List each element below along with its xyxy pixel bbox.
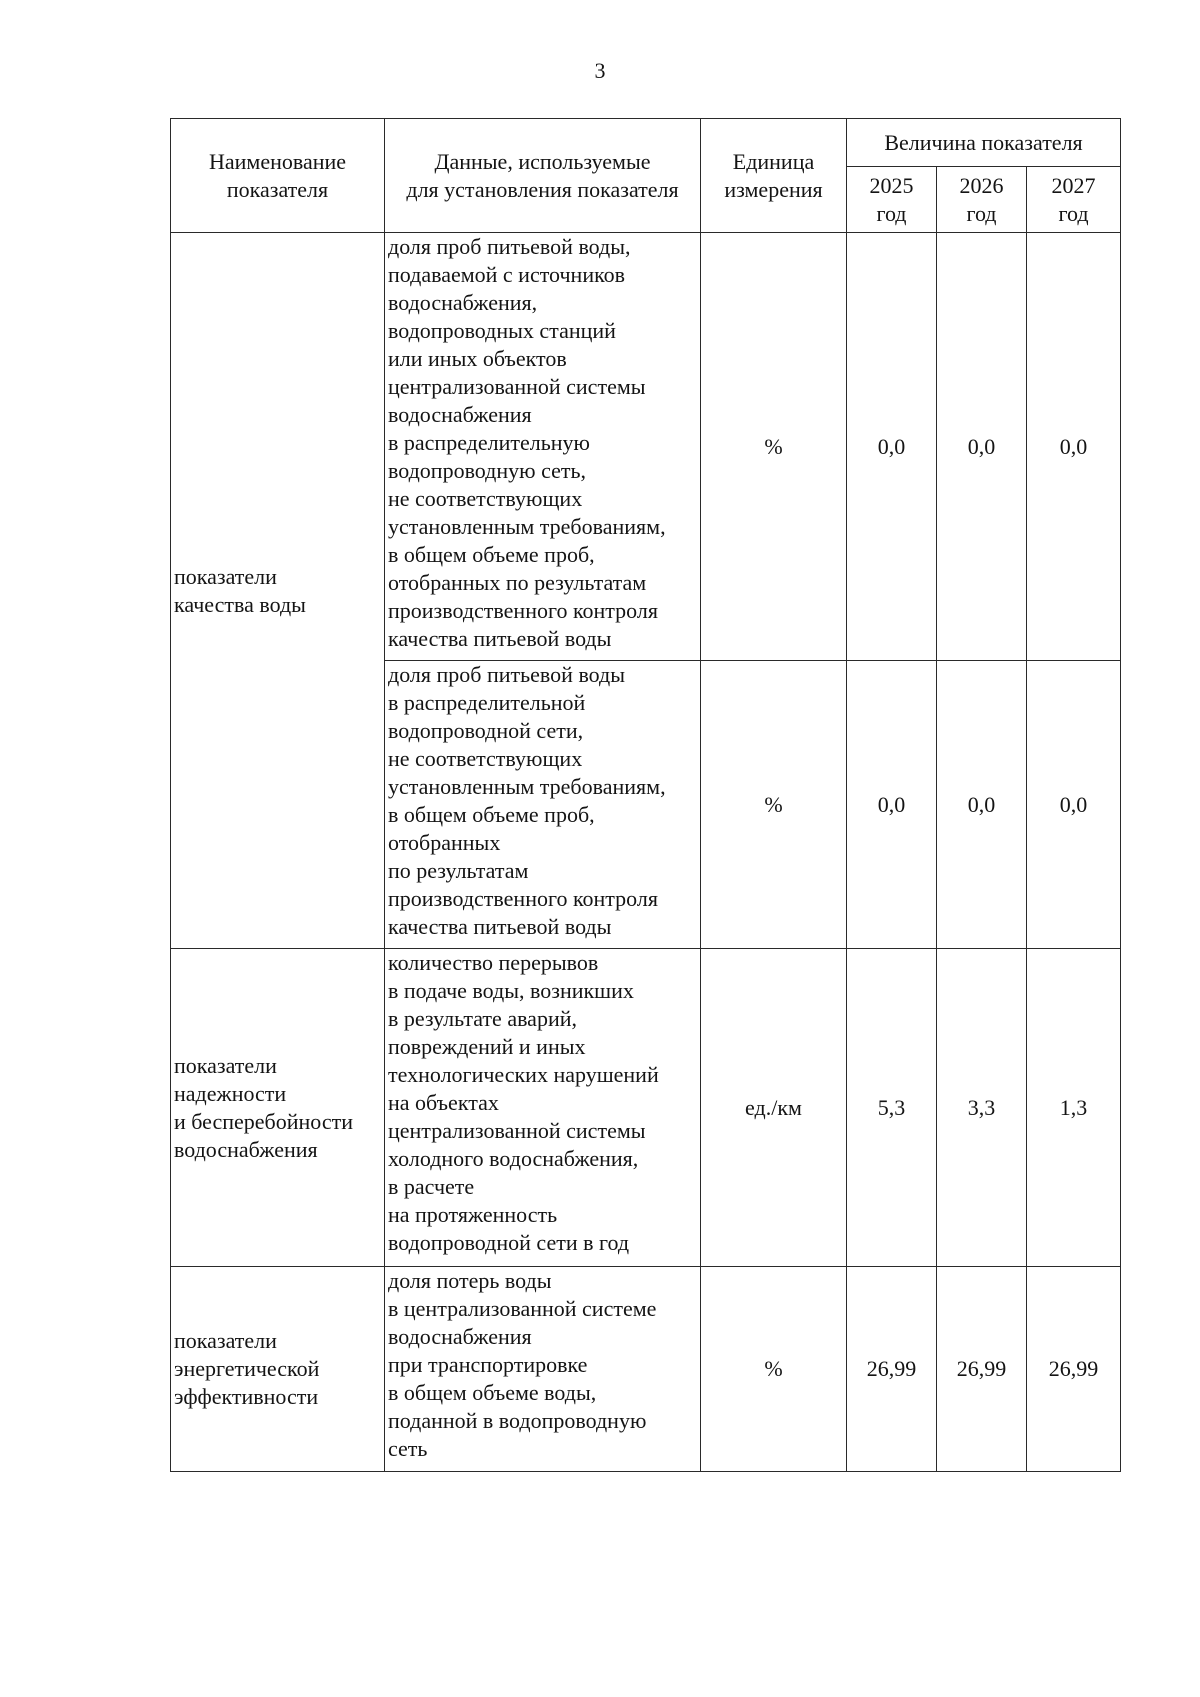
table-row [171,1267,1121,1472]
header-row-1 [171,119,1121,167]
value-2026: 0,0 [937,233,1027,661]
indicator-data-used: доля потерь воды в централизованной системе водоснабжения при транспортировке в общем объеме воды, поданной в водопроводную сеть [385,1267,701,1472]
value-2026: 3,3 [937,949,1027,1267]
value-2026: 0,0 [937,661,1027,949]
indicator-data-used: количество перерывов в подаче воды, возникших в результате аварий, повреждений и иных технологических нарушений на объектах централизованной системы холодного водоснабжения, в расчете на протяженность водопроводной сети в год [385,949,701,1267]
value-2027: 26,99 [1027,1267,1121,1472]
table-row [171,949,1121,1267]
indicators-table [170,118,1121,1472]
indicator-name-energy-efficiency: показатели энергетической эффективности [171,1267,385,1472]
indicator-unit: % [701,1267,847,1472]
header-year-2025: 2025 год [847,167,937,233]
page-number: 3 [594,58,606,83]
indicator-unit: ед./км [701,949,847,1267]
header-value-group: Величина показателя [847,119,1121,167]
indicator-name-water-quality: показатели качества воды [171,233,385,949]
value-2027: 0,0 [1027,233,1121,661]
value-2026: 26,99 [937,1267,1027,1472]
value-2025: 0,0 [847,233,937,661]
value-2025: 5,3 [847,949,937,1267]
indicator-name-reliability: показатели надежности и бесперебойности водоснабжения [171,949,385,1267]
table-row [171,233,1121,661]
header-data-used: Данные, используемые для установления показателя [385,119,701,233]
indicator-data-used: доля проб питьевой воды в распределительной водопроводной сети, не соответствующих установленным требованиям, в общем объеме проб, отобранных по результатам производственного контроля качества питьевой воды [385,661,701,949]
header-year-2027: 2027 год [1027,167,1121,233]
header-name: Наименование показателя [171,119,385,233]
value-2025: 0,0 [847,661,937,949]
indicator-unit: % [701,661,847,949]
value-2025: 26,99 [847,1267,937,1472]
value-2027: 1,3 [1027,949,1121,1267]
header-unit: Единица измерения [701,119,847,233]
value-2027: 0,0 [1027,661,1121,949]
header-year-2026: 2026 год [937,167,1027,233]
indicator-data-used: доля проб питьевой воды, подаваемой с источников водоснабжения, водопроводных станций или иных объектов централизованной системы водоснабжения в распределительную водопроводную сеть, не соответствующих установленным требованиям, в общем объеме проб, отобранных по результатам производственного контроля качества питьевой воды [385,233,701,661]
indicator-unit: % [701,233,847,661]
